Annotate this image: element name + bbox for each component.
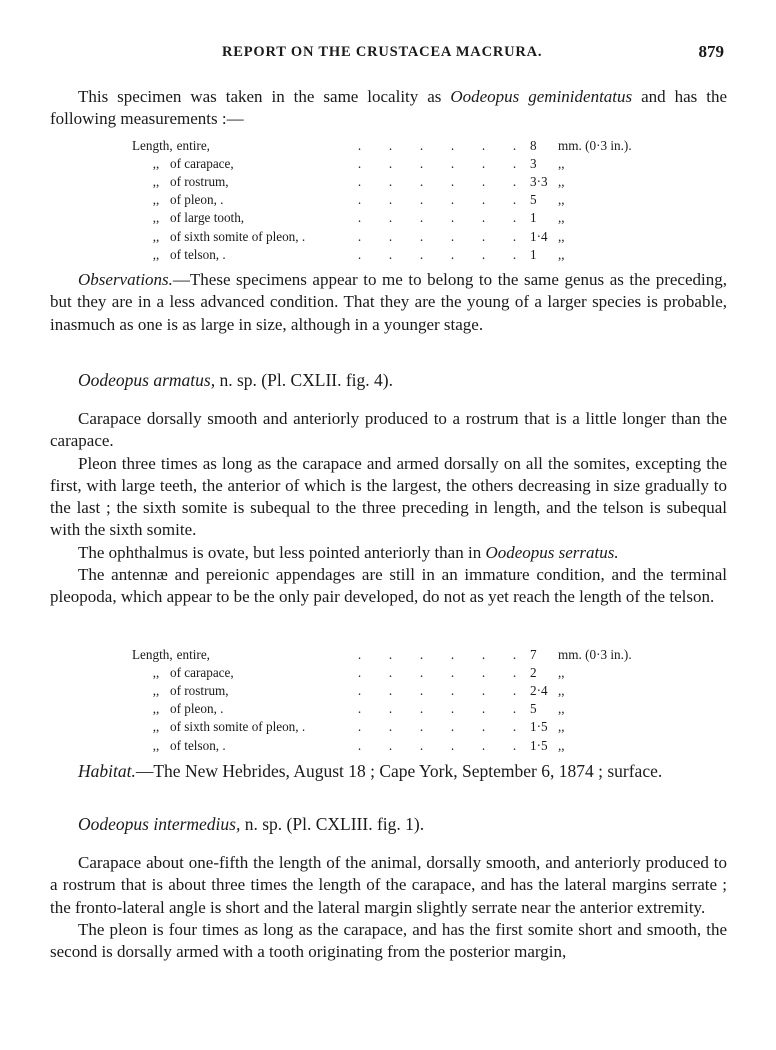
measurement-unit: ,, xyxy=(558,737,565,753)
measurement-value: 2·4 xyxy=(530,683,548,699)
measurement-prefix: ,, xyxy=(152,156,160,172)
measurement-row: ,, of rostrum, . . . . . . 3·3 ,, xyxy=(132,173,632,191)
measurement-row: ,, of sixth somite of pleon, . . . . . . . 1·4 ,, xyxy=(132,227,632,245)
measurement-value: 2 xyxy=(530,665,537,681)
armatus-description xyxy=(50,408,727,609)
measurement-unit: ,, xyxy=(558,701,565,717)
measurement-value: 1·5 xyxy=(530,719,548,735)
measurement-label: of large tooth, xyxy=(170,210,245,226)
measurement-unit: ,, xyxy=(558,246,565,262)
intermedius-p1: Carapace about one-fifth the length of the animal, dorsally smooth, and anteriorly produced to a rostrum that is about three times the length of the carapace, and has the lateral margins serrate ; the fronto-lateral angle is short and the lateral margin slightly serrate near the anterior extremity. xyxy=(50,853,727,917)
measurement-prefix: ,, xyxy=(152,683,160,699)
measurement-unit: ,, xyxy=(558,719,565,735)
page-number: 879 xyxy=(698,42,724,61)
measurement-unit: ,, xyxy=(558,192,565,208)
observations-paragraph: Observations.—These specimens appear to me to belong to the same genus as the preceding, but they are in a less advanced condition. That they are the young of a larger species is probable, inasmuch as one is as large in size, although in a younger stage. xyxy=(50,270,727,334)
measurement-row: ,, of carapace, . . . . . . 2 ,, xyxy=(132,664,632,682)
measurement-unit: ,, xyxy=(558,210,565,226)
armatus-p4: The antennæ and pereionic appendages are still in an immature condition, and the terminal pleopoda, which appear to be the only pair developed, do not as yet reach the length of the telson. xyxy=(50,565,727,607)
measurement-label: of pleon, . xyxy=(170,701,224,717)
measurement-prefix: ,, xyxy=(152,174,160,190)
species-name: Oodeopus geminidentatus xyxy=(450,87,633,106)
measurement-unit: ,, xyxy=(558,174,565,190)
armatus-p2: Pleon three times as long as the carapace and armed dorsally on all the somites, excepting the first, with large teeth, the anterior of which is the largest, the others decreasing in size gradually to the last ; the sixth somite is subequal to the three preceding in length, and the telson is subequal with the sixth somite. xyxy=(50,453,727,540)
measurement-value: 1 xyxy=(530,246,537,262)
measurement-row: Length, entire, . . . . . . 8 mm. (0·3 in.). xyxy=(132,137,632,155)
measurement-label: of sixth somite of pleon, . xyxy=(170,228,306,244)
measurement-unit: mm. (0·3 in.). xyxy=(558,138,632,154)
measurement-value: 5 xyxy=(530,192,537,208)
intermedius-p2: The pleon is four times as long as the carapace, and has the first somite short and smooth, the second is dorsally armed with a tooth originating from the posterior margin, xyxy=(50,919,727,962)
measurement-value: 1·4 xyxy=(530,228,548,244)
measurement-value: 8 xyxy=(530,138,537,154)
measurement-prefix: ,, xyxy=(152,210,160,226)
measurement-label: of carapace, xyxy=(170,156,234,172)
measurement-unit: ,, xyxy=(558,683,565,699)
measurements-table-1 xyxy=(132,137,632,264)
measurement-prefix: Length, xyxy=(132,138,173,154)
measurement-label: of pleon, . xyxy=(170,192,224,208)
measurement-row: ,, of pleon, . . . . . . . 5 ,, xyxy=(132,700,632,718)
habitat-line: Habitat.—The New Hebrides, August 18 ; Cape York, September 6, 1874 ; surface. xyxy=(78,761,663,781)
measurement-row: ,, of sixth somite of pleon, . . . . . . . 1·5 ,, xyxy=(132,718,632,736)
observations-label: Observations. xyxy=(78,270,173,289)
measurement-unit: ,, xyxy=(558,228,565,244)
armatus-p1: Carapace dorsally smooth and anteriorly produced to a rostrum that is a little longer than the carapace. xyxy=(50,409,727,451)
measurement-row: ,, of large tooth, . . . . . . 1 ,, xyxy=(132,209,632,227)
measurement-label: of rostrum, xyxy=(170,683,229,699)
measurement-value: 1 xyxy=(530,210,537,226)
measurement-prefix: ,, xyxy=(152,665,160,681)
measurement-prefix: ,, xyxy=(152,192,160,208)
measurement-row: Length, entire, . . . . . . 7 mm. (0·3 in.). xyxy=(132,646,632,664)
measurement-row: ,, of telson, . . . . . . . 1·5 ,, xyxy=(132,736,632,754)
measurement-label: of telson, . xyxy=(170,737,226,753)
measurement-prefix: ,, xyxy=(152,228,160,244)
measurement-unit: mm. (0·3 in.). xyxy=(558,647,632,663)
measurement-row: ,, of carapace, . . . . . . 3 ,, xyxy=(132,155,632,173)
measurements-table-2 xyxy=(132,646,632,755)
measurement-label: of telson, . xyxy=(170,246,226,262)
measurement-value: 3 xyxy=(530,156,537,172)
measurement-label: entire, xyxy=(176,138,210,154)
measurement-unit: ,, xyxy=(558,156,565,172)
armatus-p3: The ophthalmus is ovate, but less pointed anteriorly than in Oodeopus serratus. xyxy=(78,542,619,562)
measurement-prefix: ,, xyxy=(152,701,160,717)
measurement-label: of sixth somite of pleon, . xyxy=(170,719,306,735)
intermedius-heading: Oodeopus intermedius, n. sp. (Pl. CXLIII. fig. 1). xyxy=(78,814,425,834)
measurement-value: 3·3 xyxy=(530,174,548,190)
measurement-label: entire, xyxy=(176,647,210,663)
measurement-prefix: ,, xyxy=(152,719,160,735)
measurement-value: 1·5 xyxy=(530,737,548,753)
intermedius-description xyxy=(50,852,727,963)
habitat-label: Habitat. xyxy=(78,761,136,781)
measurement-row: ,, of rostrum, . . . . . . 2·4 ,, xyxy=(132,682,632,700)
armatus-heading: Oodeopus armatus, n. sp. (Pl. CXLII. fig. 4). xyxy=(78,370,393,390)
running-header xyxy=(50,44,726,66)
measurement-prefix: Length, xyxy=(132,647,173,663)
measurement-value: 5 xyxy=(530,701,537,717)
measurement-unit: ,, xyxy=(558,665,565,681)
measurement-row: ,, of pleon, . . . . . . . 5 ,, xyxy=(132,191,632,209)
measurement-label: of carapace, xyxy=(170,665,234,681)
intro-paragraph: This specimen was taken in the same locality as Oodeopus geminidentatus and has the following measurements :— xyxy=(50,87,727,129)
measurement-value: 7 xyxy=(530,647,537,663)
measurement-prefix: ,, xyxy=(152,246,160,262)
measurement-label: of rostrum, xyxy=(170,174,229,190)
running-title: REPORT ON THE CRUSTACEA MACRURA. xyxy=(222,44,543,60)
measurement-prefix: ,, xyxy=(152,737,160,753)
measurement-row: ,, of telson, . . . . . . . 1 ,, xyxy=(132,246,632,264)
